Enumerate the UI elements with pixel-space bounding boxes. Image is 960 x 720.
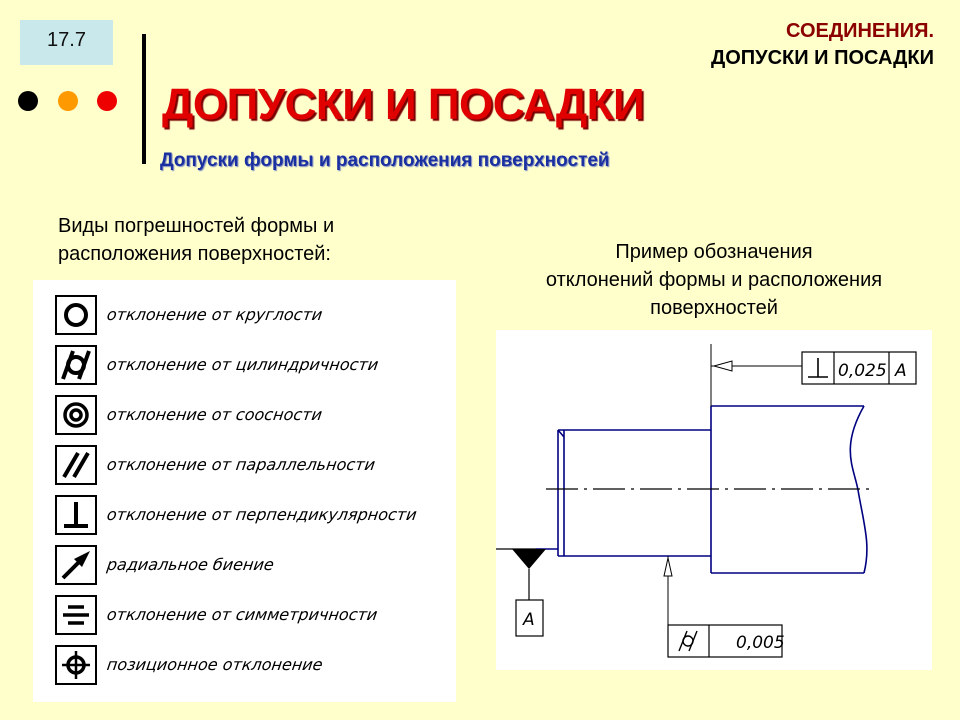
perpendicularity-icon <box>57 497 95 533</box>
legend-panel <box>33 280 456 702</box>
legend-label-coaxiality: отклонение от соосности <box>105 405 324 424</box>
legend-label-parallelism: отклонение от параллельности <box>105 455 377 474</box>
example-heading-line1: Пример обозначения <box>615 241 813 263</box>
position-icon <box>57 647 95 683</box>
radial-runout-icon <box>57 547 95 583</box>
example-heading-line3: поверхностей <box>650 297 778 319</box>
symmetry-icon <box>57 597 95 633</box>
drawing-panel <box>496 330 932 670</box>
bottom-arrow-icon <box>664 558 672 576</box>
position-symbol-box <box>55 645 97 685</box>
legend-row-symmetry <box>33 590 456 640</box>
legend-label-symmetry: отклонение от симметричности <box>105 605 379 624</box>
example-heading <box>496 238 932 322</box>
perpendicularity-symbol-box <box>55 495 97 535</box>
roundness-symbol-box <box>55 295 97 335</box>
bottom-tolerance-frame <box>668 625 785 657</box>
top-tolerance-frame <box>802 352 916 384</box>
section-title <box>711 18 934 72</box>
top-frame-tolerance: 0,025 <box>838 361 887 381</box>
roundness-icon <box>57 297 95 333</box>
top-frame-datum: A <box>895 361 907 381</box>
legend-label-position: позиционное отклонение <box>105 655 325 674</box>
legend-label-roundness: отклонение от круглости <box>105 305 324 324</box>
cylindricity-icon <box>57 347 95 383</box>
datum-triangle-icon <box>512 549 546 569</box>
orange-dot <box>58 91 78 111</box>
slide-number: 17.7 <box>20 20 113 65</box>
shaft-drawing <box>496 330 932 670</box>
page-title: ДОПУСКИ И ПОСАДКИ <box>162 80 645 129</box>
legend-heading-line2: расположения поверхностей: <box>58 243 331 265</box>
top-arrow-icon <box>714 361 732 371</box>
coaxiality-icon <box>57 397 95 433</box>
legend-row-radial-runout <box>33 540 456 590</box>
title-divider <box>142 34 146 164</box>
legend-row-perpendicularity <box>33 490 456 540</box>
legend-label-cylindricity: отклонение от цилиндричности <box>105 355 380 374</box>
parallelism-icon <box>57 447 95 483</box>
radial-runout-symbol-box <box>55 545 97 585</box>
cylindricity-symbol-box <box>55 345 97 385</box>
coaxiality-symbol-box <box>55 395 97 435</box>
legend-row-roundness <box>33 290 456 340</box>
black-dot <box>18 91 38 111</box>
section-title-line2: ДОПУСКИ И ПОСАДКИ <box>710 47 934 69</box>
legend-row-position <box>33 640 456 690</box>
bottom-frame-tolerance: 0,005 <box>736 633 785 653</box>
example-heading-line2: отклонений формы и расположения <box>545 269 883 291</box>
red-dot <box>97 91 117 111</box>
symmetry-symbol-box <box>55 595 97 635</box>
legend-label-perpendicularity: отклонение от перпендикулярности <box>105 505 419 524</box>
legend-row-cylindricity <box>33 340 456 390</box>
page-subtitle: Допуски формы и расположения поверхностей <box>160 150 610 171</box>
legend-heading-line1: Виды погрешностей формы и <box>58 215 335 237</box>
datum-label: A <box>523 610 535 630</box>
legend-row-coaxiality <box>33 390 456 440</box>
legend-heading <box>58 212 334 268</box>
legend-label-radial-runout: радиальное биение <box>105 555 276 574</box>
datum-box <box>516 600 543 636</box>
parallelism-symbol-box <box>55 445 97 485</box>
section-title-line1: СОЕДИНЕНИЯ. <box>786 20 934 42</box>
legend-row-parallelism <box>33 440 456 490</box>
